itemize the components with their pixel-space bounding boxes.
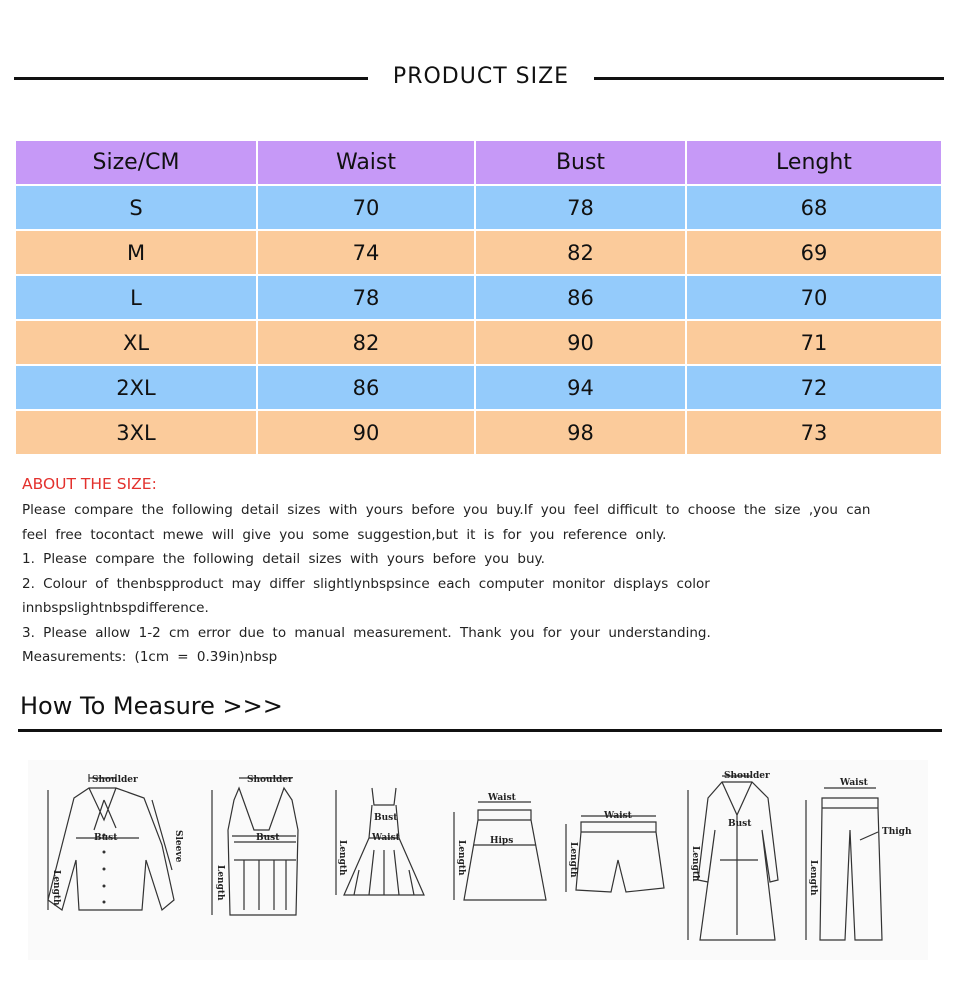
bust-cell: 90	[476, 321, 687, 366]
column-header-waist: Waist	[258, 141, 476, 186]
figure-label: Waist	[604, 811, 632, 821]
bust-cell: 86	[476, 276, 687, 321]
pants-illustration	[800, 760, 920, 964]
about-size-title: ABOUT THE SIZE:	[22, 475, 157, 493]
waist-cell: 90	[258, 411, 476, 456]
coat-illustration	[680, 760, 800, 964]
about-line: 2. Colour of thenbspproduct may differ slightlynbspsince each computer monitor displays color	[22, 575, 710, 592]
bust-cell: 94	[476, 366, 687, 411]
waist-cell: 74	[258, 231, 476, 276]
length-cell: 69	[687, 231, 941, 276]
waist-cell: 86	[258, 366, 476, 411]
length-cell: 68	[687, 186, 941, 231]
column-header-size: Size/CM	[16, 141, 258, 186]
bust-cell: 98	[476, 411, 687, 456]
title-rule-right	[594, 77, 944, 80]
table-row	[16, 321, 941, 366]
table-row	[16, 231, 941, 276]
how-to-measure-rule	[18, 729, 942, 732]
figure-label: Bust	[728, 819, 752, 829]
figure-label: Bust	[374, 813, 398, 823]
about-line: Please compare the following detail sizes with yours before you buy.If you feel difficult to choose the size ,you can	[22, 502, 871, 518]
figure-label: Bust	[256, 833, 280, 843]
column-header-bust: Bust	[476, 141, 687, 186]
about-line: Measurements: (1cm = 0.39in)nbsp	[22, 649, 278, 665]
how-to-measure-title: How To Measure >>>	[20, 692, 283, 720]
figure-label: Shoulder	[724, 771, 770, 781]
measurement-illustrations	[28, 760, 928, 960]
size-cell: M	[16, 231, 258, 276]
figure-label: Shoulder	[247, 775, 293, 785]
figure-label: Length	[690, 846, 700, 882]
figure-label: Length	[215, 865, 225, 901]
product-size-header	[0, 60, 960, 100]
figure-label: Length	[337, 840, 347, 876]
table-row	[16, 366, 941, 411]
figure-label: Length	[51, 870, 61, 906]
length-cell: 73	[687, 411, 941, 456]
waist-cell: 78	[258, 276, 476, 321]
length-cell: 70	[687, 276, 941, 321]
size-cell: XL	[16, 321, 258, 366]
size-cell: L	[16, 276, 258, 321]
size-table	[16, 141, 941, 456]
figure-label: Waist	[840, 778, 868, 788]
blouse-illustration	[34, 760, 194, 964]
about-size-section	[22, 472, 942, 670]
figure-label: Waist	[372, 833, 400, 843]
dress-illustration	[324, 760, 434, 964]
about-line: feel free tocontact mewe will give you some suggestion,but it is for you reference only.	[22, 526, 667, 543]
figure-label: Shoulder	[92, 775, 138, 785]
table-row	[16, 411, 941, 456]
figure-label: Length	[568, 842, 578, 878]
bust-cell: 78	[476, 186, 687, 231]
figure-label: Bust	[94, 833, 118, 843]
table-row	[16, 276, 941, 321]
length-cell: 71	[687, 321, 941, 366]
size-cell: 3XL	[16, 411, 258, 456]
size-cell: 2XL	[16, 366, 258, 411]
shorts-illustration	[556, 760, 666, 964]
size-table-header-row	[16, 141, 941, 186]
figure-label: Sleeve	[173, 830, 183, 863]
waist-cell: 70	[258, 186, 476, 231]
figure-label: Waist	[488, 793, 516, 803]
title-rule-left	[14, 77, 368, 80]
table-row	[16, 186, 941, 231]
waist-cell: 82	[258, 321, 476, 366]
about-line: 1. Please compare the following detail sizes with yours before you buy.	[22, 551, 545, 567]
figure-label: Thigh	[882, 827, 912, 837]
skirt-illustration	[446, 760, 556, 964]
page-title: PRODUCT SIZE	[392, 64, 570, 89]
about-line: 3. Please allow 1-2 cm error due to manual measurement. Thank you for your understanding.	[22, 624, 711, 641]
length-cell: 72	[687, 366, 941, 411]
size-cell: S	[16, 186, 258, 231]
tank-illustration	[204, 760, 314, 964]
figure-label: Length	[456, 840, 466, 876]
figure-label: Length	[808, 860, 818, 896]
figure-label: Hips	[490, 836, 514, 846]
bust-cell: 82	[476, 231, 687, 276]
column-header-length: Lenght	[687, 141, 941, 186]
about-line: innbspslightnbspdifference.	[22, 600, 209, 616]
